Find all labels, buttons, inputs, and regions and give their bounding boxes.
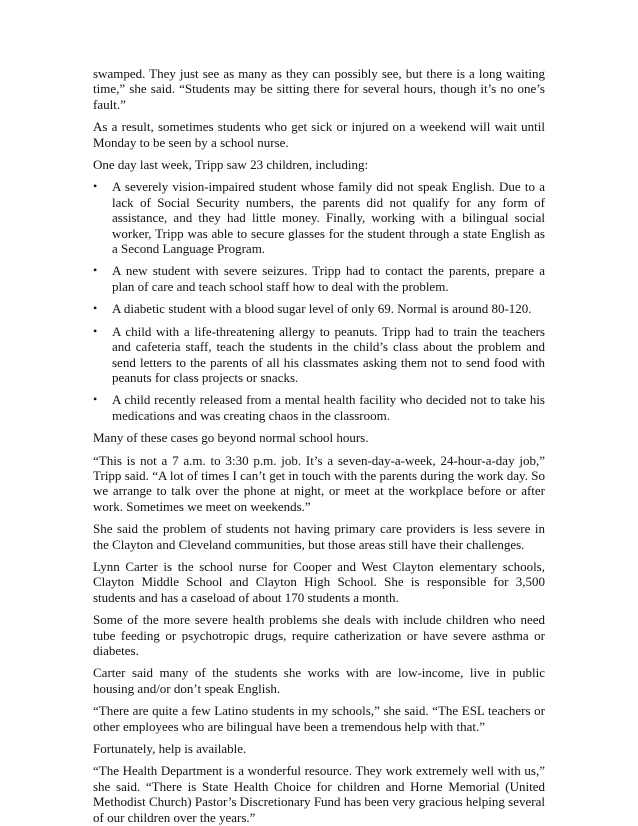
- paragraph: Lynn Carter is the school nurse for Cooper and West Clayton elementary schools, Clayton Middle School and Clayton High School. She is responsible for 3,500 students and has a caseload of about 170 students a month.: [93, 558, 545, 605]
- paragraph: “The Health Department is a wonderful resource. They work extremely well with us,” she said. “There is State Health Choice for children and Horne Memorial (United Methodist Church) Pastor’s Discretionary Fund has been very gracious helping several of our children over the years.”: [93, 763, 545, 825]
- list-item-text: A child recently released from a mental health facility who decided not to take his medications and was creating chaos in the classroom.: [112, 392, 545, 423]
- list-item: [93, 179, 545, 256]
- paragraph: swamped. They just see as many as they can possibly see, but there is a long waiting time,” she said. “Students may be sitting there for several hours, though it’s no one’s fault.”: [93, 66, 545, 112]
- case-list: [93, 179, 545, 423]
- paragraph: Carter said many of the students she works with are low-income, live in public housing and/or don’t speak English.: [93, 665, 545, 696]
- list-item: [93, 263, 545, 294]
- bullet-icon: •: [93, 179, 98, 194]
- article-body: [93, 66, 545, 825]
- paragraph: Some of the more severe health problems she deals with include children who need tube feeding or psychotropic drugs, require catherization or have severe asthma or diabetes.: [93, 612, 545, 658]
- list-item: [93, 324, 545, 386]
- paragraph: As a result, sometimes students who get sick or injured on a weekend will wait until Monday to be seen by a school nurse.: [93, 119, 545, 150]
- paragraph: One day last week, Tripp saw 23 children, including:: [93, 157, 369, 173]
- paragraph: “There are quite a few Latino students in my schools,” she said. “The ESL teachers or other employees who are bilingual have been a tremendous help with that.”: [93, 703, 545, 734]
- bullet-icon: •: [93, 323, 98, 338]
- bullet-icon: •: [93, 301, 98, 316]
- list-item-text: A diabetic student with a blood sugar level of only 69. Normal is around 80-120.: [112, 301, 532, 317]
- paragraph: “This is not a 7 a.m. to 3:30 p.m. job. It’s a seven-day-a-week, 24-hour-a-day job,” Tripp said. “A lot of times I can’t get in touch with the parents during the work day. So we arrange to talk over the phone at night, or meet at the workplace before or after work. Sometimes we meet on weekends.”: [93, 452, 545, 514]
- paragraph: Many of these cases go beyond normal school hours.: [93, 430, 369, 446]
- list-item: [93, 301, 545, 316]
- bullet-icon: •: [93, 263, 98, 278]
- list-item-text: A severely vision-impaired student whose family did not speak English. Due to a lack of Social Security numbers, the parents did not qualify for any form of assistance, and they had little money. Finally, working with a bilingual social worker, Tripp was able to secure glasses for the student through a state English as a Second Language Program.: [112, 179, 545, 257]
- list-item-text: A new student with severe seizures. Tripp had to contact the parents, prepare a plan of care and teach school staff how to deal with the problem.: [112, 263, 545, 294]
- paragraph: Fortunately, help is available.: [93, 741, 247, 757]
- list-item-text: A child with a life-threatening allergy to peanuts. Tripp had to train the teachers and cafeteria staff, teach the students in the child’s class about the problem and send letters to the parents of all his classmates asking them not to send food with peanuts for class projects or snacks.: [112, 323, 545, 385]
- paragraph: She said the problem of students not having primary care providers is less severe in the Clayton and Cleveland communities, but those areas still have their challenges.: [93, 521, 545, 552]
- bullet-icon: •: [93, 392, 98, 407]
- list-item: [93, 392, 545, 423]
